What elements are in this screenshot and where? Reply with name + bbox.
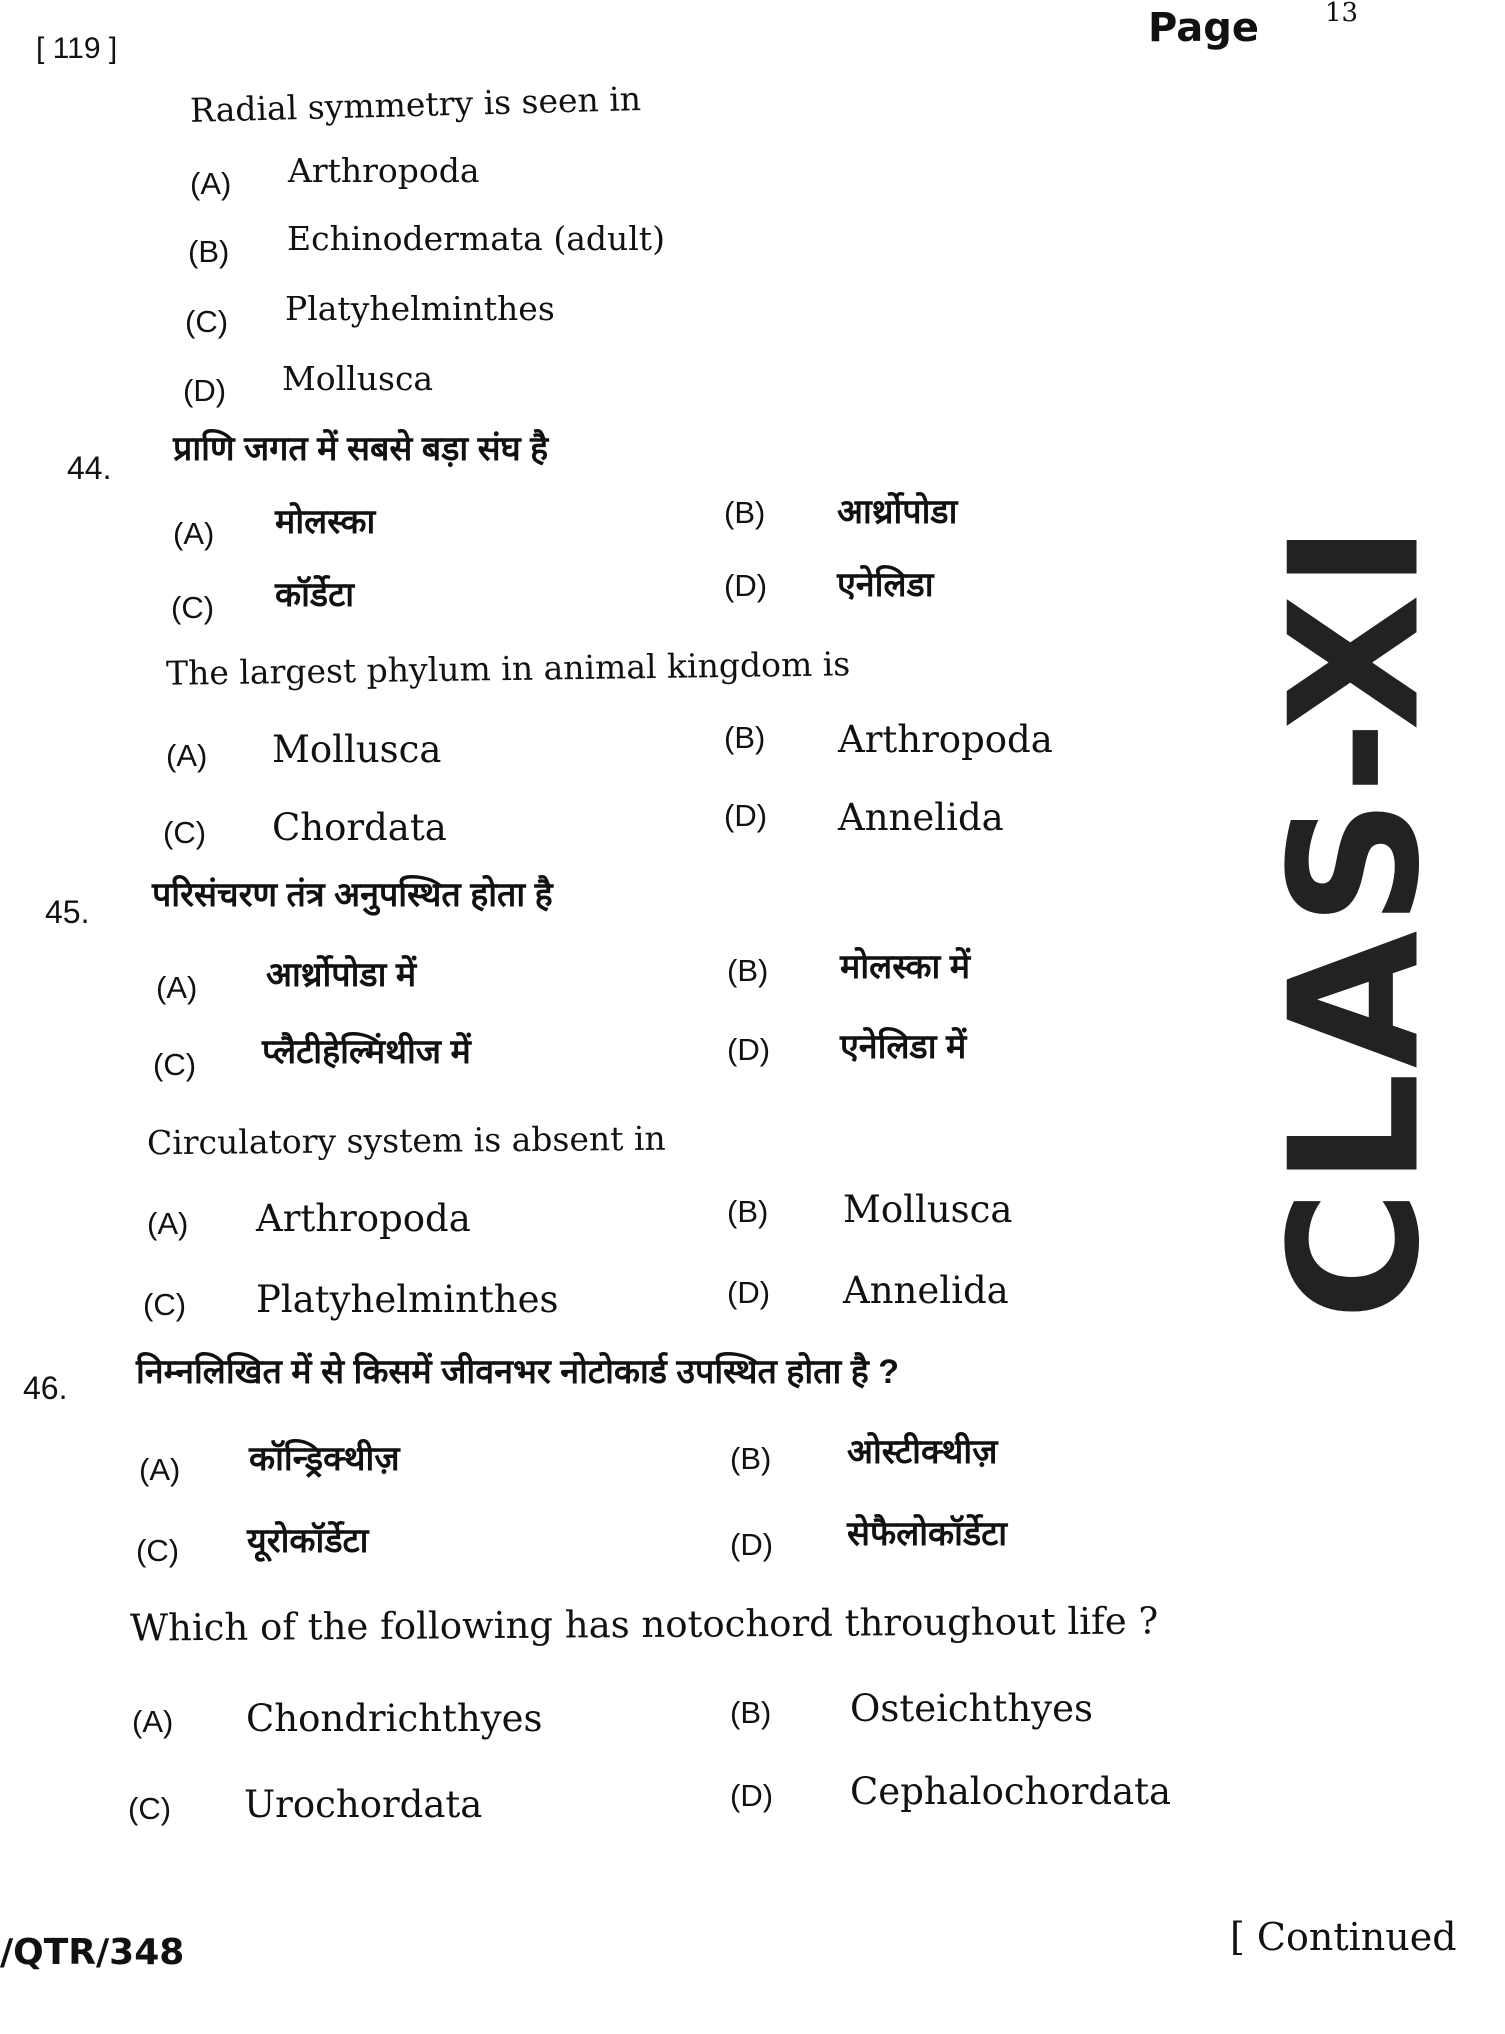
option-text: Platyhelminthes [256,1278,559,1321]
question-number: 45. [45,894,90,930]
page-reference: [ 119 ] [36,32,118,65]
option-text: Annelida [843,1269,1009,1312]
option-label: (D) [724,568,768,603]
option-label: (B) [188,234,230,269]
option-label: (B) [730,1695,772,1730]
option-label: (B) [724,720,766,755]
option-label: (C) [185,304,229,339]
option-text: Annelida [838,796,1004,839]
option-label: (D) [730,1527,774,1562]
option-label: (A) [132,1704,174,1739]
option-label: (C) [153,1047,197,1082]
option-label: (C) [163,815,207,850]
class-side-label [1251,370,1459,1470]
option-label: (A) [166,738,208,773]
option-text: Arthropoda [256,1197,471,1240]
option-label: (D) [727,1032,771,1067]
option-label: (B) [727,1194,769,1229]
page-number: 13 [1325,0,1359,28]
option-label: (A) [147,1206,189,1241]
option-label: (A) [190,166,232,201]
option-text: मोलस्का में [840,948,971,986]
option-text: Platyhelminthes [285,289,555,328]
option-text: Arthropoda [288,151,480,190]
option-label: (A) [139,1452,181,1487]
option-text: प्लैटीहेल्मिंथीज में [262,1033,471,1071]
option-text: आर्थ्रोपोडा में [266,956,417,994]
option-label: (A) [156,970,198,1005]
option-label: (A) [173,516,215,551]
option-label: (C) [143,1287,187,1322]
continued-note: [ Continued [1230,1915,1457,1959]
option-text: Arthropoda [838,718,1053,761]
class-label-text: CLAS-XI [1251,519,1459,1321]
option-text: यूरोकॉर्डेटा [247,1522,369,1560]
option-text: आर्थ्रोपोडा [837,493,958,531]
question-number: 46. [23,1370,68,1406]
option-label: (B) [727,953,769,988]
question-45-hi: परिसंचरण तंत्र अनुपस्थित होता है [152,876,553,914]
question-44-hi: प्राणि जगत में सबसे बड़ा संघ है [173,430,549,468]
option-text: Mollusca [843,1188,1013,1231]
option-label: (D) [730,1778,774,1813]
option-text: सेफैलोकॉर्डेटा [847,1515,1008,1553]
option-label: (C) [128,1791,172,1826]
option-text: Cephalochordata [850,1770,1172,1813]
option-label: (D) [727,1275,771,1310]
option-text: Mollusca [282,359,434,398]
option-label: (C) [171,590,215,625]
option-text: कॉर्डेटा [275,576,355,614]
option-text: कॉन्ड्रिक्थीज़ [249,1440,400,1478]
option-text: Mollusca [272,728,442,771]
option-text: Chordata [272,806,447,849]
page-label: Page [1148,5,1259,51]
question-number: 44. [67,450,112,486]
question-45-en: Circulatory system is absent in [146,1118,666,1163]
option-label: (D) [724,798,768,833]
paper-code: /QTR/348 [0,1932,185,1973]
option-label: (B) [724,495,766,530]
option-text: Urochordata [244,1783,483,1826]
option-text: ओस्टीक्थीज़ [847,1433,998,1471]
option-text: Echinodermata (adult) [287,219,665,258]
question-46-hi: निम्नलिखित में से किसमें जीवनभर नोटोकार्ड उपस्थित होता है ? [136,1353,900,1391]
option-text: एनेलिडा [837,566,934,604]
question-46-en: Which of the following has notochord throughout life ? [129,1599,1159,1650]
option-label: (B) [730,1441,772,1476]
question-43-en: Radial symmetry is seen in [189,79,642,130]
option-label: (C) [136,1533,180,1568]
question-44-en: The largest phylum in animal kingdom is [165,644,851,693]
option-text: Chondrichthyes [246,1697,543,1740]
option-text: एनेलिडा में [840,1028,967,1066]
option-text: मोलस्का [275,503,376,541]
option-label: (D) [183,373,227,408]
option-text: Osteichthyes [850,1687,1093,1730]
